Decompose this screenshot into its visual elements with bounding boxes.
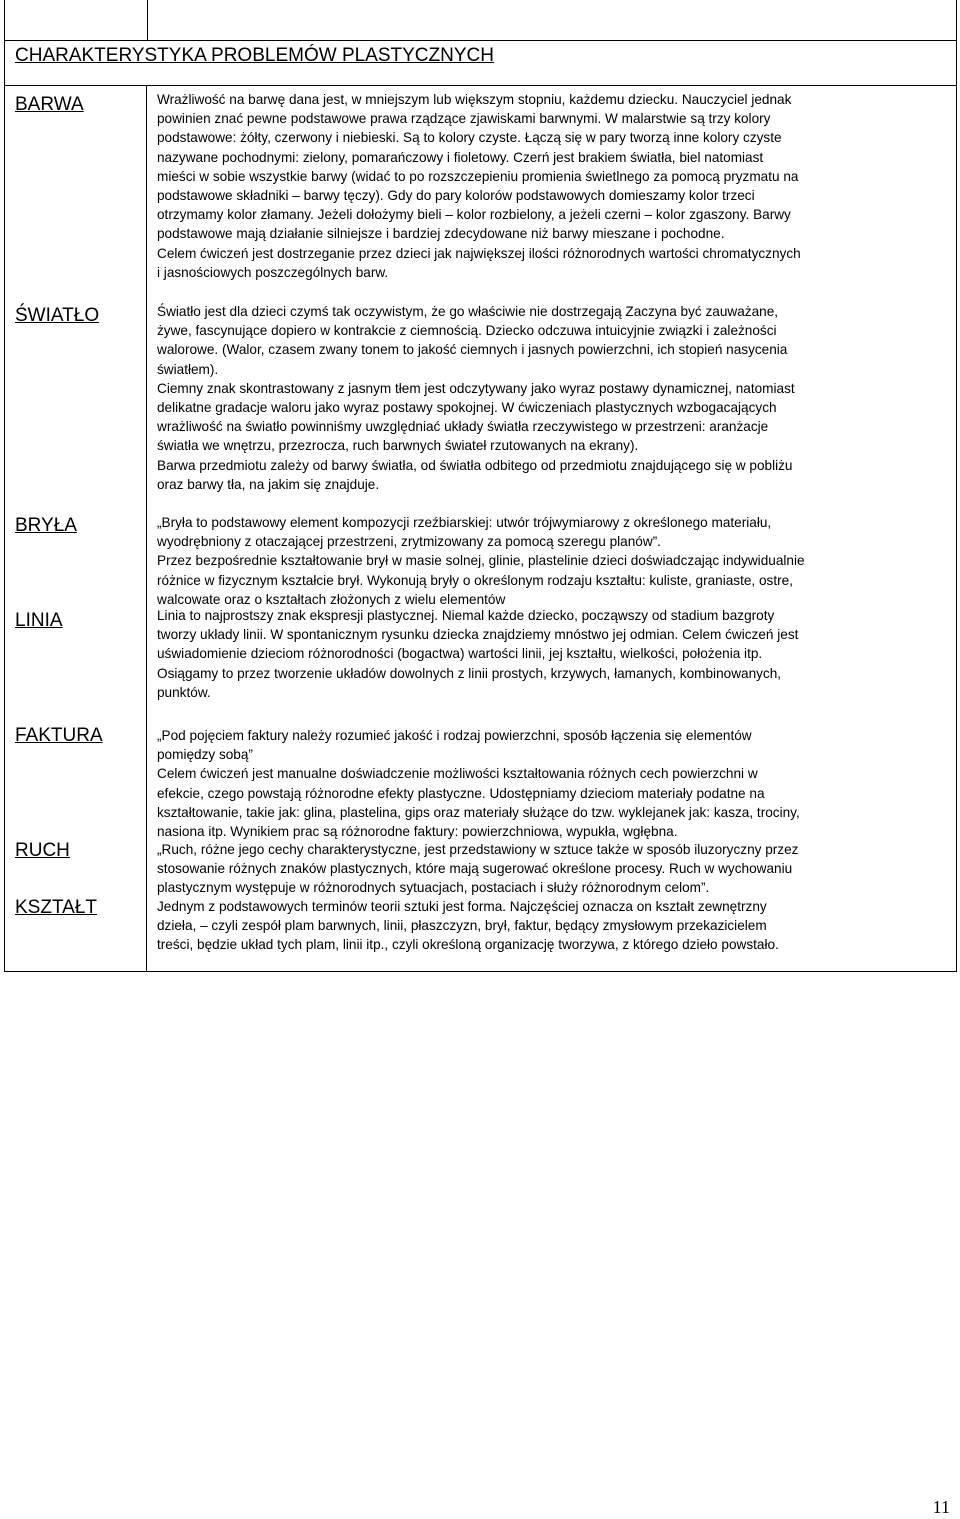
text-faktura: „Pod pojęciem faktury należy rozumieć jakość i rodzaj powierzchni, sposób łączenia się elementów pomiędzy sobą” Celem ćwiczeń jest manualne doświadczenie możliwości kształtowania różnych cech powierzchni w efekcie, czego powstają różnorodne efekty plastyczne. Udostępniamy dzieciom materiały podatne na kształtowanie, takie jak: glina, plastelina, gips oraz materiały służące do tzw. wyklejanek jak: kasza, trociny, nasiona itp. Wynikiem prac są różnorodne faktury: powierzchniowa, wypukła, wgłębna. bbox=[157, 728, 800, 840]
title-row bbox=[4, 41, 957, 86]
text-bryla: „Bryła to podstawowy element kompozycji rzeźbiarskiej: utwór trójwymiarowy z określonego materiału, wyodrębniony z otaczającej przestrzeni, zrytmizowany za pomocą szeregu planów”. Przez bezpośrednie kształtowanie brył w masie solnej, glinie, plastelinie dzieci doświadczając indywidualnie różnice w fizycznym kształcie brył. Wykonują bryły o określonym rodzaju kształtu: kuliste, graniaste, ostre, walcowate oraz o kształtach złożonych z wielu elementów bbox=[157, 515, 805, 607]
column-divider bbox=[147, 0, 148, 40]
text-linia: Linia to najprostszy znak ekspresji plastycznej. Niemal każde dziecko, począwszy od stadium bazgroty tworzy układy linii. W spontanicznym rysunku dziecka znajdziemy mnóstwo jej odmian. Celem ćwiczeń jest uświadomienie dzieciom różnorodności (bogactwa) wartości linii, jej kształtu, wielkości, położenia itp. Osiągamy to przez tworzenie układów dowolnych z linii prostych, krzywych, łamanych, kombinowanych, punktów. bbox=[157, 608, 799, 700]
label-faktura: FAKTURA bbox=[15, 725, 103, 746]
label-linia: LINIA bbox=[15, 610, 63, 631]
table-title: CHARAKTERYSTYKA PROBLEMÓW PLASTYCZNYCH bbox=[15, 45, 494, 66]
text-ruch: „Ruch, różne jego cechy charakterystyczne, jest przedstawiony w sztuce także w sposób iluzoryczny przez stosowanie różnych znaków plastycznych, które mają sugerować określone procesy. Ruch w wychowaniu plastycznym występuje w różnorodnych sytuacjach, postaciach i służy różnorodnym celom”. bbox=[157, 842, 799, 896]
page-number: 11 bbox=[932, 1497, 950, 1517]
label-ksztalt: KSZTAŁT bbox=[15, 897, 97, 918]
text-barwa: Wrażliwość na barwę dana jest, w mniejszym lub większym stopniu, każdemu dziecku. Nauczyciel jednak powinien znać pewne podstawowe prawa rządzące zjawiskami barwnymi. W malarstwie są trzy kolory podstawowe: żółty, czerwony i niebieski. Są to kolory czyste. Łączą się w pary tworzą inne kolory czyste nazywane pochodnymi: zielony, pomarańczowy i fioletowy. Czerń jest brakiem światła, biel natomiast mieści w sobie wszystkie barwy (widać to po rozszczepieniu promienia świetlnego za pomocą pryzmatu na podstawowe składniki – barwy tęczy). Gdy do pary kolorów podstawowych domieszamy kolor trzeci otrzymamy kolor złamany. Jeżeli dołożymy bieli – kolor rozbielony, a jeżeli czerni – kolor zgaszony. Barwy podstawowe mają działanie silniejsze i bardziej zdecydowane niż barwy mieszane i pochodne. Celem ćwiczeń jest dostrzeganie przez dzieci jak największej ilości różnorodnych wartości chromatycznych i jasnościowych poszczególnych barw. bbox=[157, 92, 801, 280]
text-swiatlo: Światło jest dla dzieci czymś tak oczywistym, że go właściwie nie dostrzegają Zaczyna być zauważane, żywe, fascynujące dopiero w kontrakcie z ciemnością. Dziecko odczuwa intuicyjnie związki i zależności walorowe. (Walor, czasem zwany tonem to jakość ciemnych i jasnych powierzchni, ich stopień nasycenia światłem). Ciemny znak skontrastowany z jasnym tłem jest odczytywany jako wyraz postawy dynamicznej, natomiast delikatne gradacje waloru jako wyraz postawy spokojnej. W ćwiczeniach plastycznych wzbogacających wrażliwość na światło powinniśmy uwzględniać układy światła rzeczywistego w przestrzeni: aranżacje światła we wnętrzu, przezrocza, ruch barwnych świateł rzutowanych na ekrany). Barwa przedmiotu zależy od barwy światła, od światła odbitego od przedmiotu znajdującego się w pobliżu oraz barwy tła, na jakim się znajduje. bbox=[157, 304, 795, 492]
label-swiatlo: ŚWIATŁO bbox=[15, 305, 100, 326]
label-bryla: BRYŁA bbox=[15, 515, 77, 536]
labels-column bbox=[5, 86, 147, 971]
content-grid bbox=[4, 86, 957, 972]
label-ruch: RUCH bbox=[15, 840, 70, 861]
label-barwa: BARWA bbox=[15, 94, 84, 115]
table-header-strip bbox=[4, 0, 957, 41]
descriptions-column bbox=[147, 86, 956, 971]
problems-table bbox=[4, 0, 957, 972]
text-ksztalt: Jednym z podstawowych terminów teorii sztuki jest forma. Najczęściej oznacza on kształt zewnętrzny dzieła, – czyli zespół plam barwnych, linii, płaszczyzn, brył, faktur, będący zmysłowym przekazicielem treści, będzie układ tych plam, linii itp., czyli określoną organizację tworzywa, z którego dzieło powstało. bbox=[157, 899, 779, 953]
